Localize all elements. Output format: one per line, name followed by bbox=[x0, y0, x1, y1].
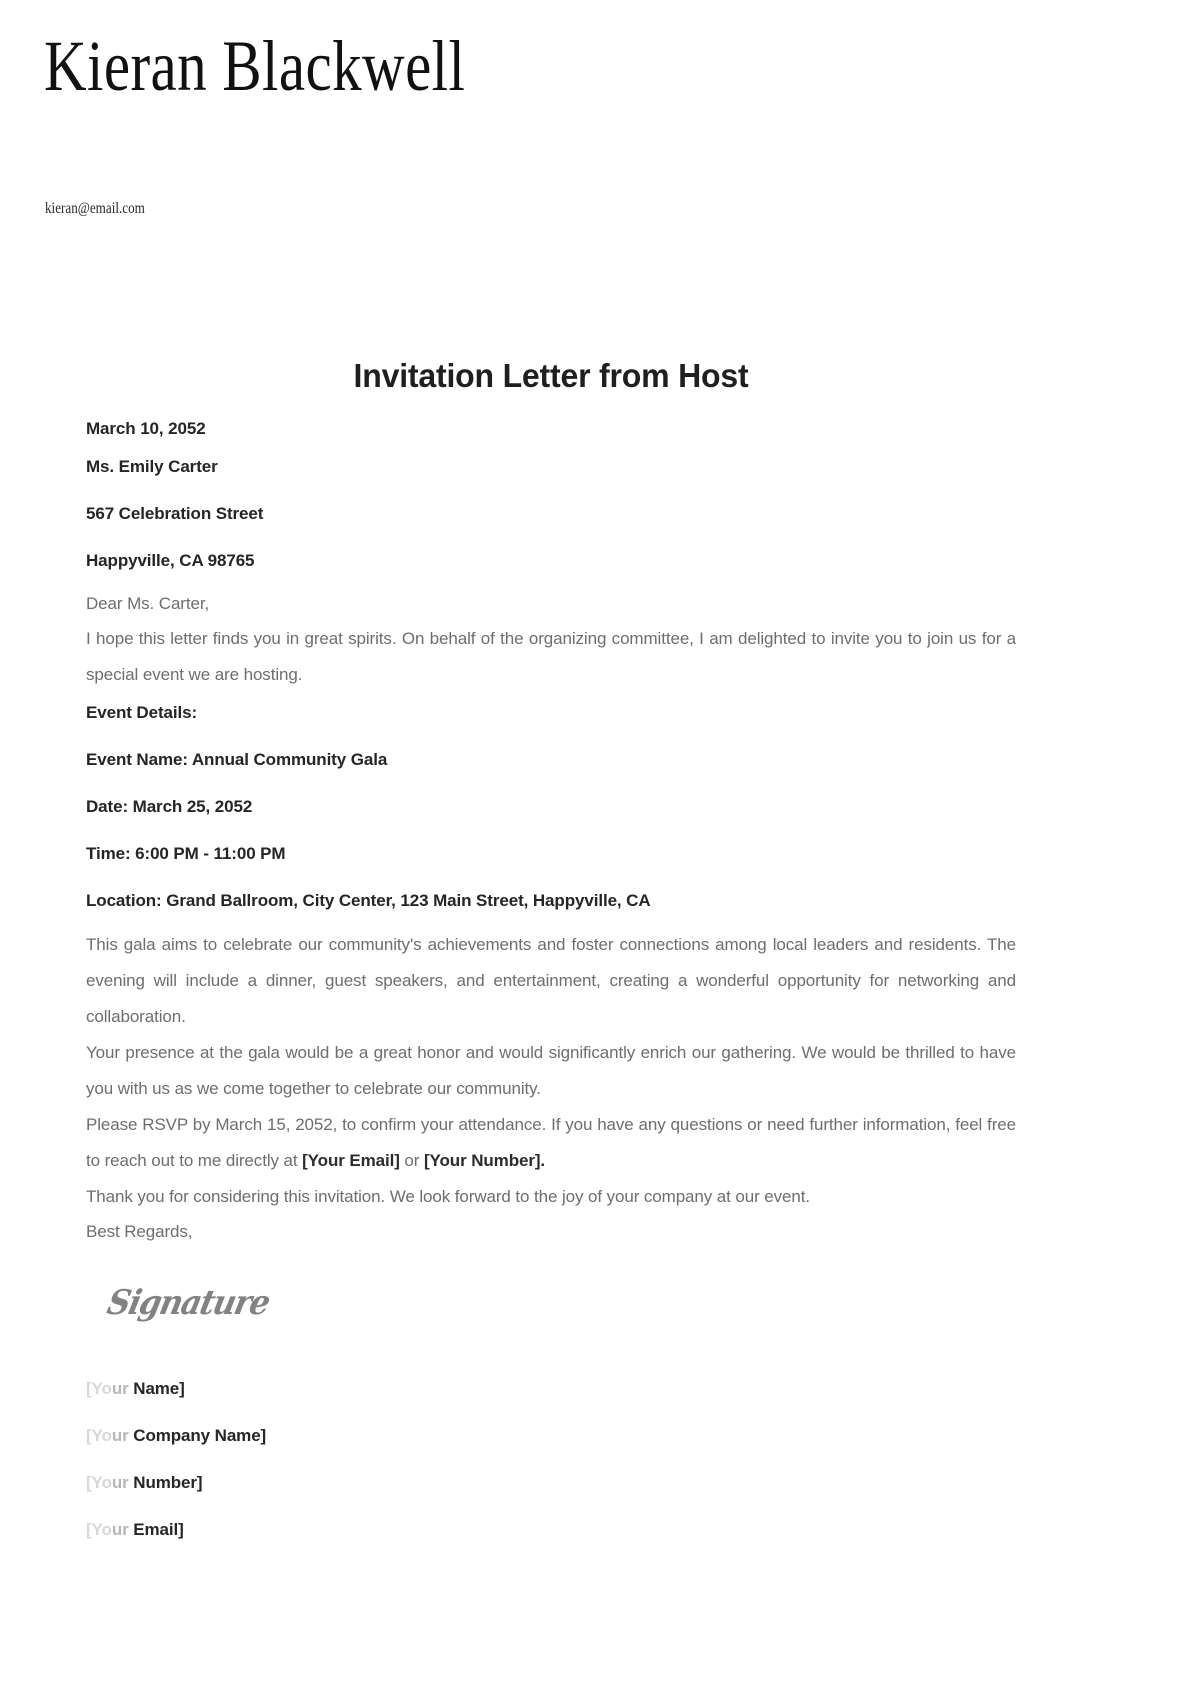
recipient-street: 567 Celebration Street bbox=[86, 504, 264, 523]
sign-off: Best Regards, bbox=[86, 1222, 193, 1241]
letter-date: March 10, 2052 bbox=[86, 419, 206, 438]
rsvp-text-lead: Please RSVP by March 15, 2052, to confirm your attendance. If you have any questions or need further information, feel free to reach out to me directly at bbox=[86, 1115, 1016, 1170]
event-location: Location: Grand Ballroom, City Center, 123 Main Street, Happyville, CA bbox=[86, 891, 651, 910]
event-name: Event Name: Annual Community Gala bbox=[86, 750, 388, 769]
presence-paragraph: Your presence at the gala would be a great honor and would significantly enrich our gathering. We would be thrilled to have you with us as we come together to celebrate our community. bbox=[86, 1043, 1016, 1098]
event-details-heading: Event Details: bbox=[86, 703, 198, 722]
sender-email: kieran@email.com bbox=[45, 200, 145, 217]
footer-company-placeholder: [Your Company Name] bbox=[86, 1426, 267, 1445]
event-time: Time: 6:00 PM - 11:00 PM bbox=[86, 844, 286, 863]
sender-name: Kieran Blackwell bbox=[44, 26, 466, 106]
rsvp-paragraph bbox=[86, 1107, 1016, 1179]
closing-paragraph: Thank you for considering this invitation. We look forward to the joy of your company at our event. bbox=[86, 1187, 810, 1206]
recipient-name: Ms. Emily Carter bbox=[86, 457, 218, 476]
footer-email-placeholder: [Your Email] bbox=[86, 1520, 184, 1539]
page-title: Invitation Letter from Host bbox=[353, 357, 749, 394]
recipient-city: Happyville, CA 98765 bbox=[86, 551, 255, 570]
salutation: Dear Ms. Carter, bbox=[86, 594, 210, 613]
signature-footer bbox=[86, 1377, 1016, 1542]
signature-image: Signature bbox=[103, 1283, 273, 1323]
your-number-placeholder: [Your Number]. bbox=[423, 1151, 546, 1170]
letter-body bbox=[86, 355, 1016, 1565]
footer-number-placeholder: [Your Number] bbox=[86, 1473, 203, 1492]
rsvp-conjunction: or bbox=[399, 1151, 424, 1170]
description-paragraph: This gala aims to celebrate our community's achievements and foster connections among local leaders and residents. The evening will include a dinner, guest speakers, and entertainment, creating a wonderful opportunity for networking and collaboration. bbox=[86, 935, 1016, 1026]
footer-name-placeholder: [Your Name] bbox=[86, 1379, 185, 1398]
event-date: Date: March 25, 2052 bbox=[86, 797, 253, 816]
your-email-placeholder: [Your Email] bbox=[302, 1151, 400, 1170]
signature-block bbox=[86, 1283, 1016, 1353]
intro-paragraph: I hope this letter finds you in great spirits. On behalf of the organizing committee, I am delighted to invite you to join us for a special event we are hosting. bbox=[86, 629, 1016, 684]
